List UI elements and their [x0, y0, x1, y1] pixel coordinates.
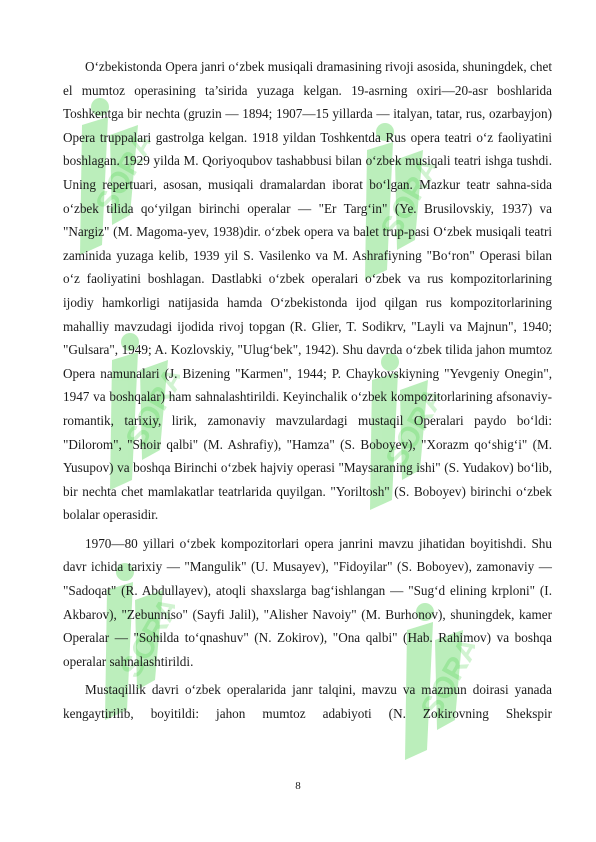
svg-text:SORA: SORA: [374, 151, 435, 244]
paragraph: O‘zbekistonda Opera janri o‘zbek musiqali dramasining rivoji asosida, shuningdek, chet el mumtoz operasining ta’sirida yuzaga kelgan. 19-asrning oxiri—20-asr boshlarida Toshkentga bir nechta (gruzin — 1894; 1907—15 yillarda — italyan, tatar, rus, ozarbayjon) Opera truppalari gastrolga kelgan. 1918 yildan Toshkentda Rus opera teatri o‘z faoliyatini boshlagan. 1929 yilda M. Qoriyoqubov tashabbusi bilan o‘zbek musiqali teatri ishga tushdi. Uning repertuari, asosan, musiqali dramalardan iborat bo‘lgan. Mazkur teatr sahna-sida o‘zbek tilida qo‘yilgan birinchi operalar — "Er Targ‘in" (Ye. Brusilovskiy, 1937) va "Nargiz" (M. Magoma-yev, 1938)dir. o‘zbek opera va balet trup-pasi O‘zbek musiqali teatri zaminida yuzaga kelib, 1939 yil S. Vasilenko va M. Ashrafiyning "Bo‘ron" Operasi bilan o‘z faoliyatini boshlagan. Dastlabki o‘zbek operalari o‘zbek va rus kompozitorlarining ijodiy hamkorligi natijasida hamda O‘zbekistonda ijod qilgan rus kompozitorlarining mahalliy mavzudagi ijodida rivoj topgan (R. Glier, T. Sodikrv, "Layli va Majnun", 1940; "Gulsara", 1949; A. Kozlovskiy, "Ulug‘bek", 1942). Shu davrda o‘zbek tilida jahon mumtoz Opera namunalari (J. Bizening "Karmen", 1944; P. Chaykovskiyning "Yevgeniy Onegin", 1947 va boshqalar) ham sahnalashtirildi. Keyinchalik o‘zbek kompozitorlarining afsonaviy-romantik, tarixiy, lirik, zamonaviy mavzulardagi mustaqil Operalari paydo bo‘ldi: "Dilorom", "Shoir qalbi" (M. Ashrafiy), "Hamza" (S. Boboyev), "Xorazm qo‘shig‘i" (M. Yusupov) va boshqa Birinchi o‘zbek hajviy operasi "Maysaraning ishi" (S. Yudakov) bo‘lib, bir nechta chet mamlakatlar teatrlarida quyilgan. "Yoriltosh" (S. Boboyev) birinchi o‘zbek bolalar operasidir.: [63, 59, 552, 523]
svg-text:SORA: SORA: [89, 126, 150, 219]
svg-text:SORA: SORA: [119, 361, 180, 454]
svg-text:SORA: SORA: [114, 591, 175, 684]
svg-text:SORA: SORA: [414, 631, 475, 724]
paragraph: 1970—80 yillari o‘zbek kompozitorlari opera janrini mavzu jihatidan boyitishdi. Shu davr ichida tarixiy — "Mangulik" (U. Musayev), "Fidoyilar" (S. Boboyev), zamonaviy — "Sadoqat" (R. Abdullayev), atoqli shaxslarga bag‘ishlangan — "Sug‘d elining krploni" (I. Akbarov), "Zebunniso" (Sayfi Jalil), "Alisher Navoiy" (M. Burhonov), shuningdek, kamer Operalar — "Sohilda to‘qnashuv" (N. Zokirov), "Ona qalbi" (Hab. Rahimov) va boshqa operalar sahnalashtirildi.: [63, 535, 552, 669]
page-number: 8: [295, 780, 301, 792]
paragraph: Mustaqillik davri o‘zbek operalarida janr talqini, mavzu va mazmun doirasi yanada kengaytirilib, boyitildi: jahon mumtoz adabiyoti (N. Zokirovning Shekspir: [63, 682, 552, 722]
svg-text:SORA: SORA: [379, 381, 440, 474]
document-body: [63, 55, 552, 731]
